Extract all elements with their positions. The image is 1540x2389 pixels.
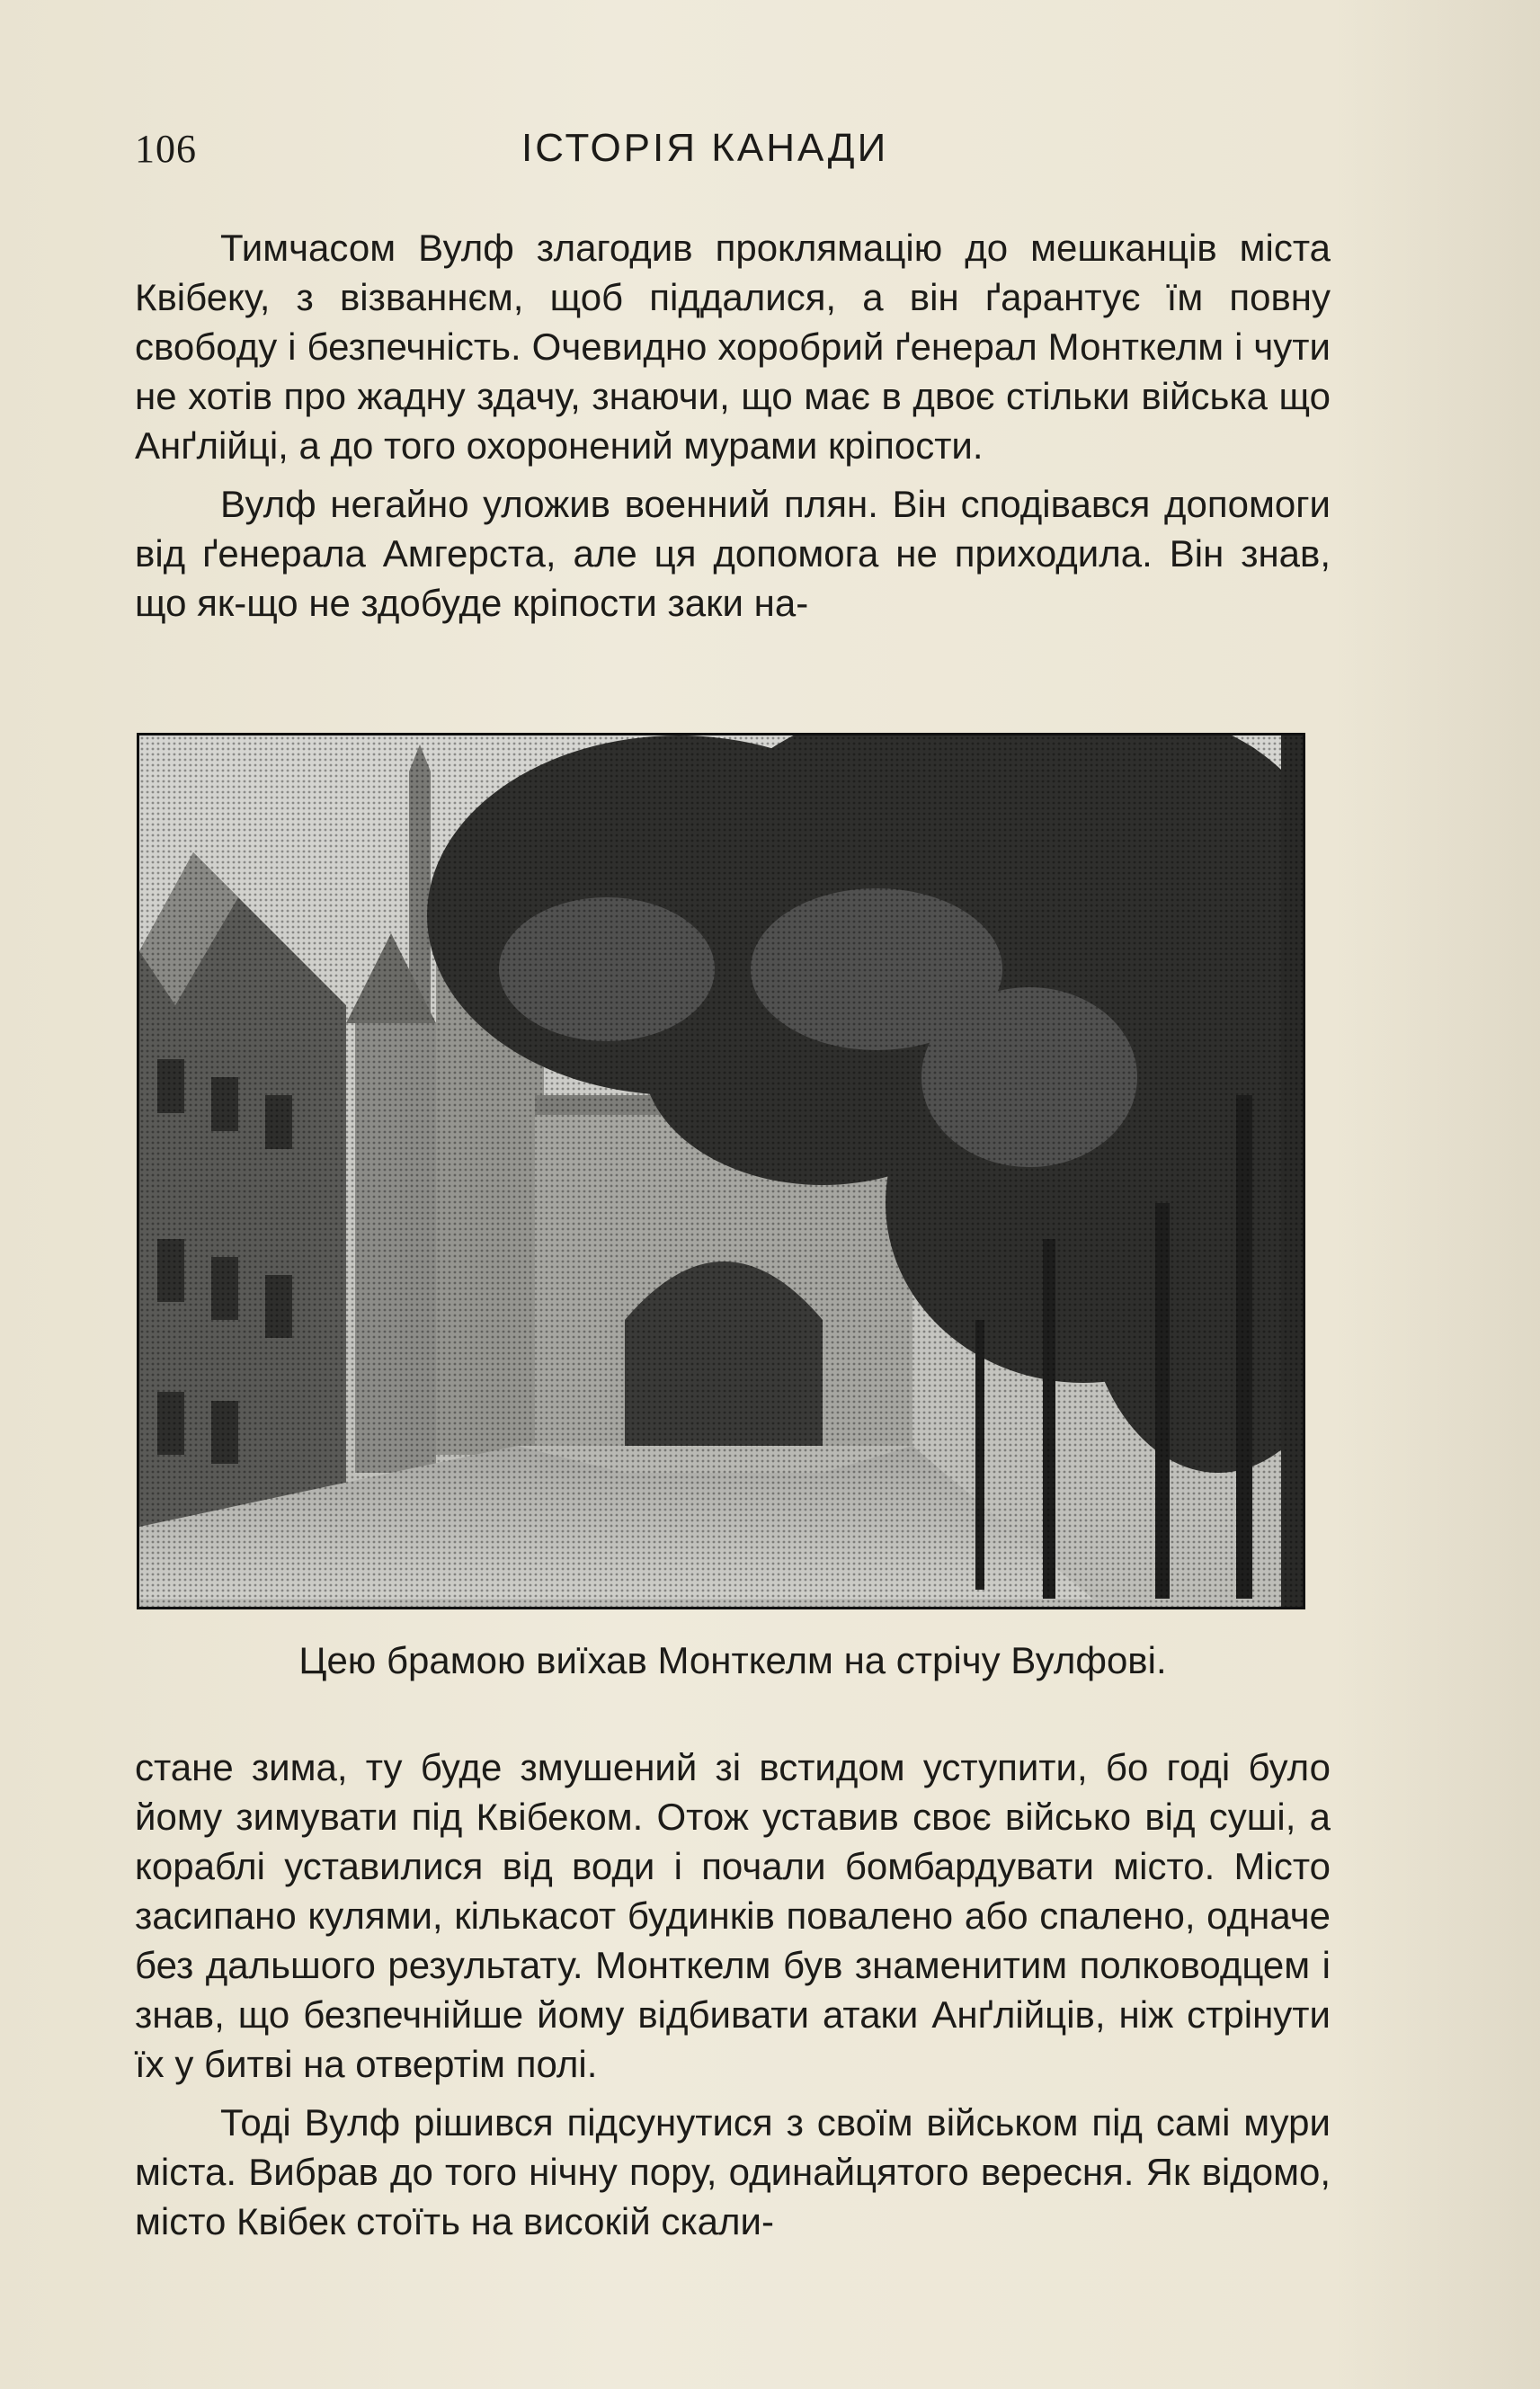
page-header bbox=[135, 126, 1313, 189]
figure-caption: Цею брамою виїхав Монткелм на стрічу Вулфові. bbox=[298, 1639, 1167, 1681]
photo-city-gate bbox=[137, 733, 1305, 1609]
page-edge-shadow bbox=[1333, 0, 1540, 2389]
text-block-top bbox=[135, 223, 1331, 637]
paragraph: Тоді Вулф рішився підсунутися з своїм військом під самі мури міста. Вибрав до того нічну пору, одинайцятого вересня. Як відомо, місто Квібек стоїть на високій скали- bbox=[135, 2101, 1331, 2242]
text-block-bottom bbox=[135, 1743, 1331, 2255]
paragraph: Тимчасом Вулф злагодив проклямацію до мешканців міста Квібеку, з візваннєм, щоб піддалися, а він ґарантує їм повну свободу і безпечність. Очевидно хоробрий ґенерал Монткелм і чути не хотів про жадну здачу, знаючи, що має в двоє стільки війська що Анґлійці, а до того охоронений мурами кріпости. bbox=[135, 227, 1331, 467]
gate-illustration bbox=[139, 735, 1303, 1607]
paragraph: Вулф негайно уложив военний плян. Він сподівався допомоги від ґенерала Амгерста, але ця допомога не приходила. Він знав, що як-що не здобуде кріпости заки на- bbox=[135, 483, 1331, 624]
running-title: ІСТОРІЯ КАНАДИ bbox=[521, 126, 889, 170]
paragraph: стане зима, ту буде змушений зі встидом уступити, бо годі було йому зимувати під Квібеком. Отож уставив своє військо від суші, а кораблі уставилися від води і почали бомбардувати місто. Місто засипано кулями, кількасот будинків повалено або спалено, одначе без дальшого результату. Монткелм був знаменитим полководцем і знав, що безпечнійше йому відбивати атаки Анґлійців, ніж стрінути їх у битві на отвертім полі. bbox=[135, 1746, 1331, 2085]
page-number: 106 bbox=[135, 127, 197, 171]
